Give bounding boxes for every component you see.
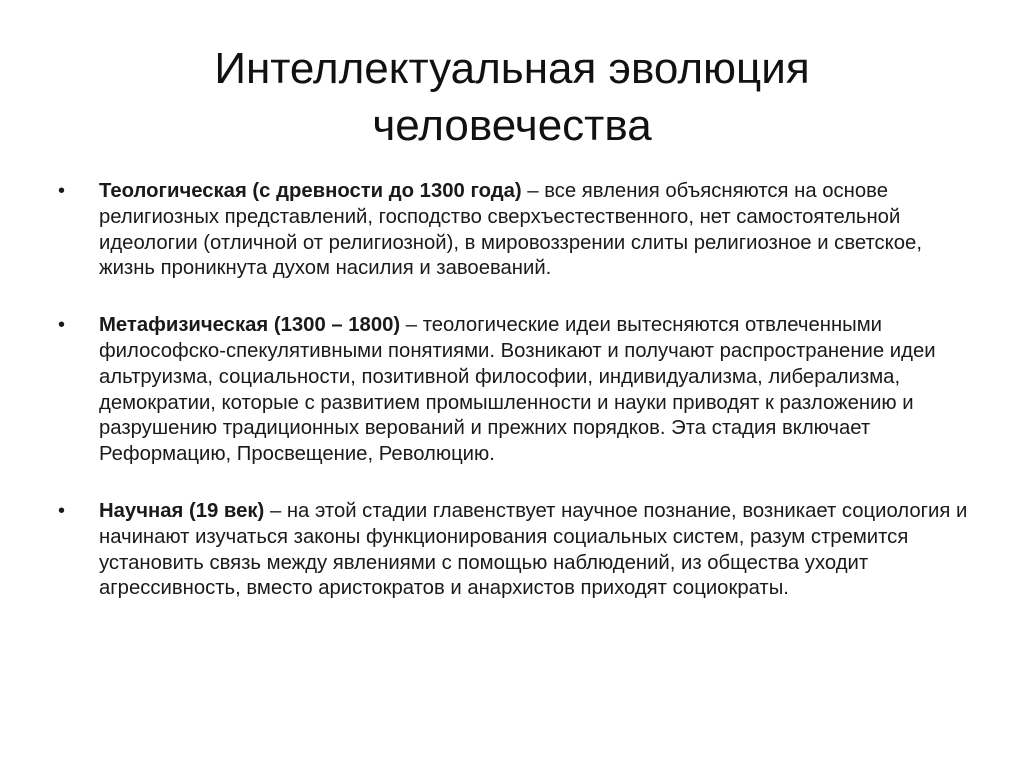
bullet-text: – на этой стадии главенствует научное познание, возникает социология и начинают изучаться законы функционирования социальных систем, разум стремится установить связь между явлениями с помощью наблюдений, из общества уходит агрессивность, вместо аристократов и анархистов приходят социократы.: [99, 499, 968, 600]
bullet-list: [58, 179, 978, 602]
bullet-item-scientific: [58, 499, 978, 602]
bullet-term: Теологическая (с древности до 1300 года): [99, 180, 522, 202]
bullet-item-theological: [58, 179, 978, 282]
bullet-term: Метафизическая (1300 – 1800): [99, 314, 401, 337]
bullet-marker: •: [58, 499, 66, 522]
bullet-marker: •: [58, 180, 66, 202]
bullet-item-metaphysical: [58, 313, 978, 468]
slide-title: [0, 40, 1024, 154]
bullet-text: – теологические идеи вытесняются отвлеченными философско-спекулятивными понятиями. Возникают и получают распространение идеи альтруизма, социальности, позитивной философии, индивидуализма, либерализма, демократии, которые с развитием промышленности и науки приводят к разложению и разрушению традиционных верований и прежних порядков. Эта стадия включает Реформацию, Просвещение, Революцию.: [99, 314, 936, 466]
bullet-term: Научная (19 век): [99, 499, 265, 522]
bullet-text: – все явления объясняются на основе религиозных представлений, господство сверхъестественного, нет самостоятельной идеологии (отличной от религиозной), в мировоззрении слиты религиозное и светское, жизнь проникнута духом насилия и завоеваний.: [99, 180, 922, 280]
bullet-marker: •: [58, 314, 66, 337]
slide-title-line-1: Интеллектуальная эволюция: [214, 44, 810, 93]
slide-title-line-2: человечества: [372, 101, 652, 150]
